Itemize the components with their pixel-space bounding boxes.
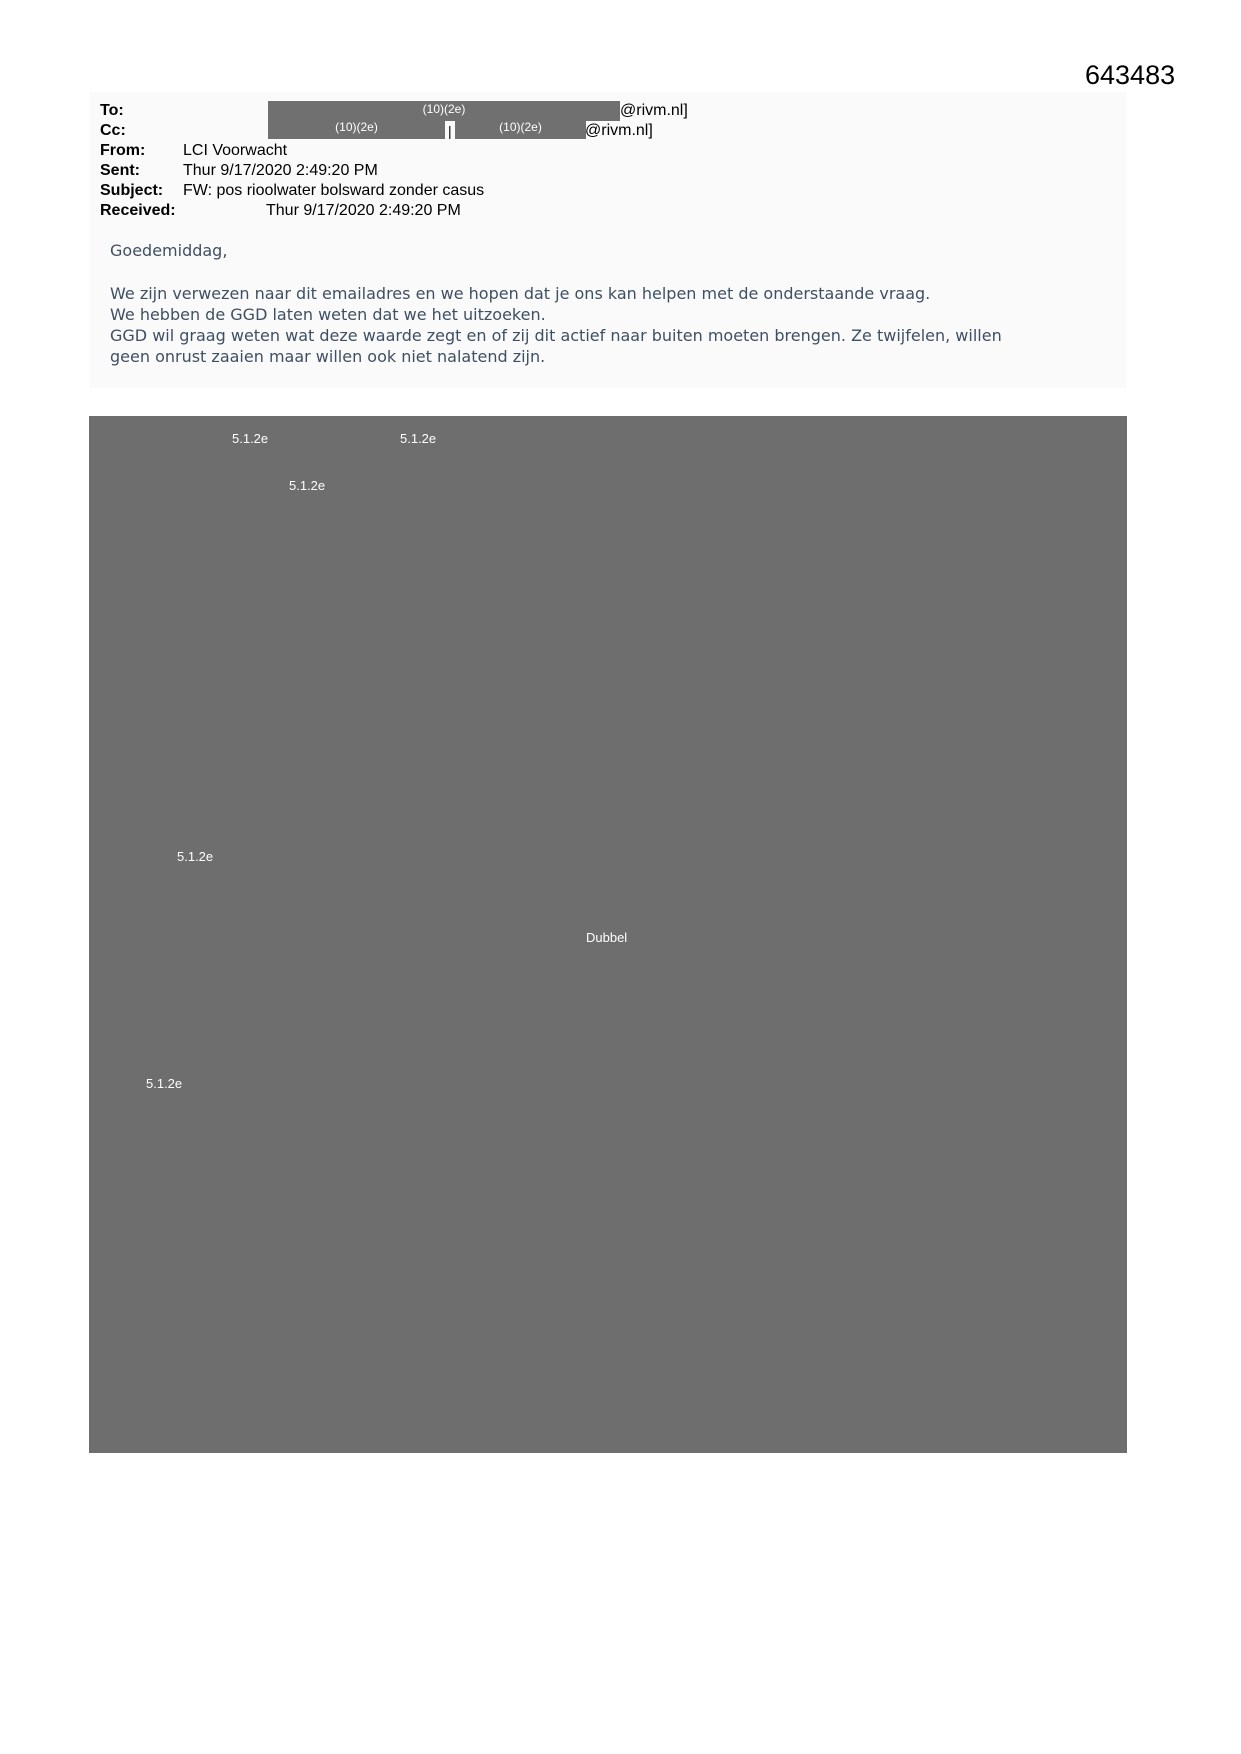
email-greeting: Goedemiddag,: [110, 241, 228, 260]
sent-label: Sent:: [100, 162, 140, 179]
cc-redaction-2: (10)(2e): [455, 119, 586, 139]
cc-suffix: @rivm.nl]: [585, 122, 653, 139]
redaction-code: 5.1.2e: [232, 431, 269, 446]
cc-redaction-1: (10)(2e): [268, 119, 445, 139]
email-body-line: We zijn verwezen naar dit emailadres en we hopen dat je ons kan helpen met de onderstaande vraag.: [110, 284, 931, 303]
redaction-code: 5.1.2e: [400, 431, 437, 446]
to-suffix: @rivm.nl]: [620, 102, 688, 119]
sent-value: Thur 9/17/2020 2:49:20 PM: [183, 162, 378, 179]
from-label: From:: [100, 142, 146, 159]
from-value: LCI Voorwacht: [183, 142, 288, 159]
to-redaction: (10)(2e): [268, 101, 620, 121]
email-panel: [90, 92, 1126, 388]
email-body-line: GGD wil graag weten wat deze waarde zegt en of zij dit actief naar buiten moeten brengen. Ze twijfelen, willen: [110, 326, 1002, 345]
redaction-code: 5.1.2e: [146, 1076, 183, 1091]
redaction-code: 5.1.2e: [289, 478, 326, 493]
redaction-code-dubbel: Dubbel: [586, 930, 628, 945]
email-body-line: geen onrust zaaien maar willen ook niet nalatend zijn.: [110, 347, 546, 366]
subject-value: FW: pos rioolwater bolsward zonder casus: [183, 182, 485, 199]
received-label: Received:: [100, 202, 176, 219]
cc-separator: |: [448, 123, 452, 139]
received-value: Thur 9/17/2020 2:49:20 PM: [266, 202, 461, 219]
to-label: To:: [100, 102, 124, 119]
cc-label: Cc:: [100, 122, 126, 139]
document-number: 643483: [1085, 60, 1176, 90]
email-body-line: We hebben de GGD laten weten dat we het uitzoeken.: [110, 305, 546, 324]
redacted-content-block: [89, 416, 1127, 1453]
subject-label: Subject:: [100, 182, 164, 199]
redaction-code: 5.1.2e: [177, 849, 214, 864]
